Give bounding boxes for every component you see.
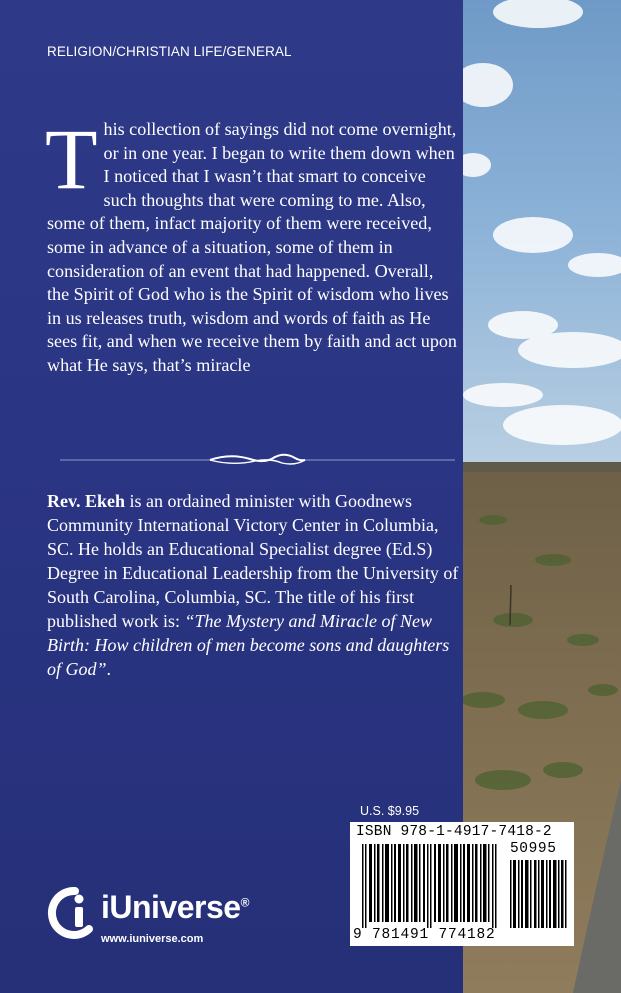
price-label: U.S. $9.95 (360, 804, 420, 818)
drop-cap: T (45, 111, 98, 207)
addon-barcode (510, 860, 568, 928)
bio-text: is an ordained minister with Goodnews Community International Victory Center in Columbia, SC. He holds an Educational Specialist degree (Ed.S) Degree in Educational Leadership from the University of South Carolina, Columbia, SC. The title of his first published work is: (47, 491, 459, 631)
ean-barcode (362, 844, 500, 928)
barcode-box (350, 822, 574, 946)
category-label: RELIGION/CHRISTIAN LIFE/GENERAL (47, 44, 292, 59)
blurb-paragraph (45, 111, 457, 378)
blurb-text: his collection of sayings did not come overnight, or in one year. I began to write them down when I noticed that I wasn’t that smart to conceive such thoughts that were coming to me. Also, some of them, infact majority of them were received, some in advance of a situation, some of them in consideration of an event that had happened. Overall, the Spirit of God who is the Spirit of wisdom who lives in us releases truth, wisdom and words of faith as He sees fit, and when we receive them by faith and act upon what He says, that’s miracle (47, 119, 457, 375)
publisher-logo (45, 885, 305, 945)
author-bio (47, 489, 459, 681)
author-name: Rev. Ekeh (47, 491, 126, 511)
ornament-divider (60, 449, 455, 471)
isbn-text: ISBN 978-1-4917-7418-2 (356, 824, 552, 840)
ean-digits: 9 781491 774182 (353, 927, 496, 943)
first-book-title: “The Mystery and Miracle of New Birth: How children of men become sons and daughters of God” (47, 611, 450, 679)
addon-digits: 50995 (510, 841, 557, 857)
bio-end: . (106, 659, 112, 679)
publisher-url: www.iuniverse.com (101, 933, 204, 945)
publisher-name: iUniverse® (101, 889, 249, 925)
iuniverse-swoosh-icon (45, 885, 101, 941)
